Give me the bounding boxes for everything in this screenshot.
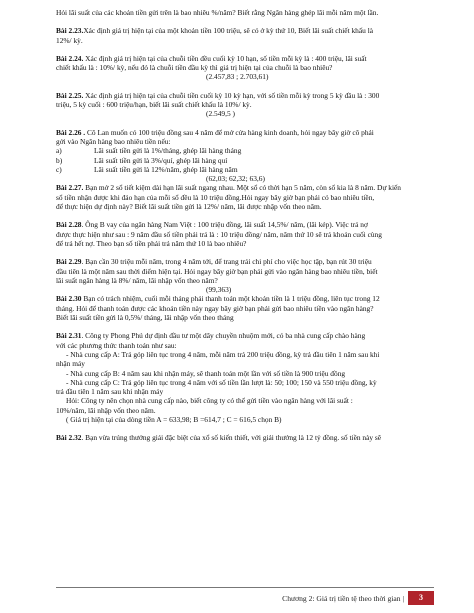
answer-2-29: (99,363) xyxy=(206,285,232,295)
exercise-2-23: Bài 2.23.Xác định giá trị hiện tại của một khoản tiền 100 triệu, sẽ có ở kỳ thứ 10, Biết lãi suất chiết khấu là xyxy=(56,26,374,36)
exercise-2-28: Bài 2.28. Ông B vay của ngân hàng Nam Việt : 100 triệu đồng, lãi suất 14,5%/ năm, (lãi kép). Việc trả nợ xyxy=(56,220,368,230)
supplier-a: - Nhà cung cấp A: Trả góp liên tục trong 4 năm, mỗi năm trả 200 triệu đồng, kỳ trả đầu tiên 1 năm sau khi xyxy=(66,349,380,359)
option-a: a) Lãi suất tiền gửi là 1%/tháng, ghép lãi hàng tháng xyxy=(56,146,242,156)
exercise-title: Bài 2.26 . xyxy=(56,127,86,137)
page-content: Hỏi lãi suất của các khoản tiền gửi trên là bao nhiêu %/năm? Biết rằng Ngân hàng ghép lãi mỗi năm một lần. Bài 2.23.Xác định giá trị hiện tại của một khoản tiền 100 triệu, sẽ có ở kỳ thứ 10, Biết lãi suất chiết khấu là 12%/ kỳ. Bài 2.24. Xác định giá trị hiện tại của chuỗi tiền đều cuối kỳ 10 hạn, số tiền mỗi kỳ là : 400 triệu, lãi suất chiết khấu là : 10%/ kỳ, nếu đó là chuỗi tiền đầu kỳ thì giá trị hiện tại của chuỗi là bao nhiêu? (2.457,83 ; 2.703,61) Bài 2.25. Xác định giá trị hiện tại của chuỗi tiền cuối kỳ 10 kỳ hạn, với số tiền mỗi kỳ trong 5 kỳ đầu là : 300 triệu, 5 kỳ cuối : 600 triệu/hạn, biết lãi suất chiết khấu là 10%/ kỳ. (2.549,5 ) Bài 2.26 . Cô Lan muốn có 100 triệu đồng sau 4 năm để mở cửa hàng kinh doanh, hỏi ngay bây giờ cô phải gởi vào Ngân hàng bao nhiêu tiền nếu: a) Lãi suất tiền gửi là 1%/tháng, ghép lãi hàng tháng b) Lãi suất tiền gửi là 3%/quí, ghép lãi hàng quí c) Lãi suất tiền gửi là 12%/năm, ghép lãi hàng năm (62,03; 62,32; 63,6) Bài 2.27. Bạn mở 2 sổ tiết kiệm dài hạn lãi suất ngang nhau. Một sổ có thời hạn 5 năm, còn sổ kia là 8 năm. Dự kiến sổ tiền nhận được khi đáo hạn của mỗi sổ đều là 10 triệu đồng.Hỏi ngay bây giờ bạn phải có bao nhiêu tiền, để thực hiện dự định này? Biết lãi suất tiền gửi là 12%/ năm, lãi được nhập vốn theo năm. Bài 2.28. Ông B vay của ngân hàng Nam Việt : 100 triệu đồng, lãi suất 14,5%/ năm, (lãi kép). Việc trả nợ được thực hiện như sau : 9 năm đầu số tiền phải trả là : 10 triệu đồng/ năm, năm thứ 10 sẽ trả khoản cuối cùng để trả hết nợ. Theo bạn số tiền phải trả năm thứ 10 là bao nhiêu? Bài 2.29. Bạn cần 30 triệu mỗi năm, trong 4 năm tới, để trang trải chi phí cho việc học tập, bạn rút 30 triệu đầu tiên là một năm sau thời điểm hiện tại. Hỏi ngay bây giờ bạn phải gửi vào ngân hàng bao nhiêu tiền, biết lãi suất ngân hàng là 8%/ năm, lãi nhập vốn theo năm? (99,363) Bài 2.30 Bạn có trách nhiệm, cuối mỗi tháng phải thanh toán một khoản tiền là 1 triệu đồng, liên tục trong 12 tháng. Hỏi để thanh toán được các khoản tiền này ngay bây giờ bạn phải gửi bao nhiêu tiền vào ngân hàng? Biết lãi suất tiền gửi là 0,5%/ tháng, lãi nhập vốn theo tháng Bài 2.31. Công ty Phong Phú dự định đầu tư một dây chuyền nhuộm mới, có ba nhà cung cấp chào hàng với các phương thức thanh toán như sau: - Nhà cung cấp A: Trả góp liên tục trong 4 năm, mỗi năm trả 200 triệu đồng, kỳ trả đầu tiên 1 năm sau khi nhận máy - Nhà cung cấp B: 4 năm sau khi nhận máy, sẽ thanh toán một lần với số tiền là 900 triệu đồng - Nhà cung cấp C: Trả góp liên tục trong 4 năm với số tiền lần lượt là: 50; 100; 150 và 550 triệu đồng, kỳ trả đầu tiên 1 năm sau khi nhận máy Hỏi: Công ty nên chọn nhà cung cấp nào, biết công ty có thể gửi tiền vào ngân hàng với lãi suất : 10%/năm, lãi nhập vốn theo năm. ( Giá trị hiện tại của dòng tiền A = 633,98; B =614,7 ; C = 616,5 chọn B) Bài 2.32. Bạn vừa trúng thưởng giải đặc biệt của xổ số kiến thiết, với giải thưởng là 12 tỷ đồng. số tiền này sẽ xyxy=(56,8,434,443)
answer-2-31: ( Giá trị hiện tại của dòng tiền A = 633,98; B =614,7 ; C = 616,5 chọn B) xyxy=(66,414,282,424)
question-intro-line: Hỏi lãi suất của các khoản tiền gửi trên là bao nhiêu %/năm? Biết rằng Ngân hàng ghép lãi mỗi năm một lần. xyxy=(56,8,379,17)
answer-2-25: (2.549,5 ) xyxy=(206,109,235,119)
exercise-title: Bài 2.23. xyxy=(56,26,84,36)
question-2-31: Hỏi: Công ty nên chọn nhà cung cấp nào, biết công ty có thể gửi tiền vào ngân hàng với lãi suất : xyxy=(66,396,353,406)
exercise-title: Bài 2.27. xyxy=(56,183,84,193)
exercise-title: Bài 2.28 xyxy=(56,220,82,230)
exercise-title: Bài 2.31 xyxy=(56,331,82,341)
option-b: b) Lãi suất tiền gửi là 3%/quí, ghép lãi hàng quí xyxy=(56,155,228,165)
option-c: c) Lãi suất tiền gửi là 12%/năm, ghép lãi hàng năm xyxy=(56,164,238,174)
answer-2-24: (2.457,83 ; 2.703,61) xyxy=(206,72,269,82)
exercise-title: Bài 2.29 xyxy=(56,257,82,267)
exercise-title: Bài 2.25. xyxy=(56,90,84,100)
exercise-2-30: Bài 2.30 Bạn có trách nhiệm, cuối mỗi tháng phải thanh toán một khoản tiền là 1 triệu đồng, liên tục trong 12 xyxy=(56,294,380,304)
exercise-2-29: Bài 2.29. Bạn cần 30 triệu mỗi năm, trong 4 năm tới, để trang trải chi phí cho việc học tập, bạn rút 30 triệu xyxy=(56,257,372,267)
exercise-2-24: Bài 2.24. Xác định giá trị hiện tại của chuỗi tiền đều cuối kỳ 10 hạn, số tiền mỗi kỳ là : 400 triệu, lãi suất xyxy=(56,53,367,63)
footer-chapter: Chương 2: Giá trị tiền tệ theo thời gian | xyxy=(282,594,404,603)
page-number-badge: 3 xyxy=(408,591,434,605)
exercise-title: Bài 2.32 xyxy=(56,433,82,443)
exercise-2-25: Bài 2.25. Xác định giá trị hiện tại của chuỗi tiền cuối kỳ 10 kỳ hạn, với số tiền mỗi kỳ trong 5 kỳ đầu là : 300 xyxy=(56,90,380,100)
exercise-title: Bài 2.30 xyxy=(56,294,82,304)
footer-rule xyxy=(56,587,434,588)
exercise-2-27: Bài 2.27. Bạn mở 2 sổ tiết kiệm dài hạn lãi suất ngang nhau. Một sổ có thời hạn 5 năm, còn sổ kia là 8 năm. Dự kiến xyxy=(56,183,401,193)
supplier-b: - Nhà cung cấp B: 4 năm sau khi nhận máy, sẽ thanh toán một lần với số tiền là 900 triệu đồng xyxy=(66,368,346,378)
exercise-2-26: Bài 2.26 . Cô Lan muốn có 100 triệu đồng sau 4 năm để mở cửa hàng kinh doanh, hỏi ngay bây giờ cô phải xyxy=(56,127,374,137)
supplier-c: - Nhà cung cấp C: Trả góp liên tục trong 4 năm với số tiền lần lượt là: 50; 100; 150 và 550 triệu đồng, kỳ xyxy=(66,377,377,387)
exercise-2-31: Bài 2.31. Công ty Phong Phú dự định đầu tư một dây chuyền nhuộm mới, có ba nhà cung cấp chào hàng xyxy=(56,331,366,341)
answer-2-26: (62,03; 62,32; 63,6) xyxy=(206,174,265,184)
page-footer xyxy=(0,583,474,613)
exercise-2-32: Bài 2.32. Bạn vừa trúng thưởng giải đặc biệt của xổ số kiến thiết, với giải thưởng là 12 tỷ đồng. số tiền này sẽ xyxy=(56,433,382,443)
exercise-title: Bài 2.24. xyxy=(56,53,84,63)
